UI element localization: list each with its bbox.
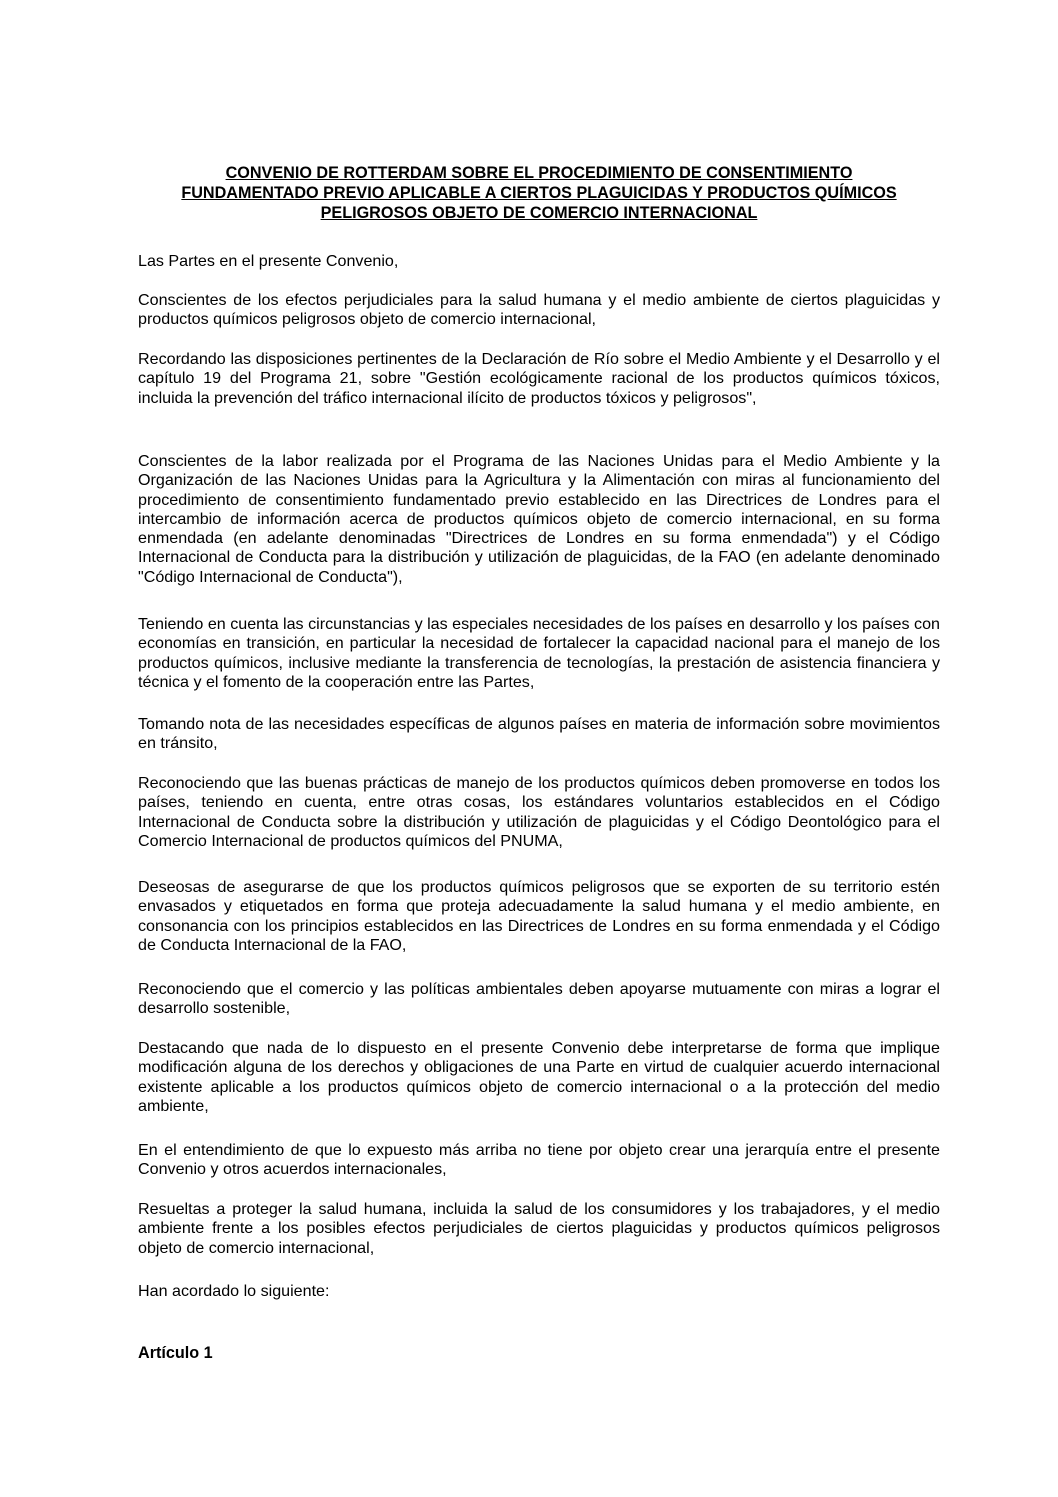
paragraph-conscientes-labor: Conscientes de la labor realizada por el Programa de las Naciones Unidas para el Medio Ambiente y la Organización de las Naciones Unidas para la Agricultura y la Alimentación con miras al funcionamiento del procedimiento de consentimiento fundamentado previo establecido en las Directrices de Londres para el intercambio de información acerca de productos químicos objeto de comercio internacional, en su forma enmendada (en adelante denominadas "Directrices de Londres en su forma enmendada") y el Código Internacional de Conducta para la distribución y utilización de plaguicidas, de la FAO (en adelante denominado "Código Internacional de Conducta"), — [138, 452, 940, 586]
document-title — [138, 163, 940, 223]
paragraph-conscientes-efectos: Conscientes de los efectos perjudiciales para la salud humana y el medio ambiente de ciertos plaguicidas y productos químicos peligrosos objeto de comercio internacional, — [138, 291, 940, 329]
title-line-3: PELIGROSOS OBJETO DE COMERCIO INTERNACIONAL — [320, 204, 758, 222]
paragraph-entendimiento: En el entendimiento de que lo expuesto más arriba no tiene por objeto crear una jerarquía entre el presente Convenio y otros acuerdos internacionales, — [138, 1141, 940, 1179]
paragraph-reconociendo-comercio: Reconociendo que el comercio y las políticas ambientales deben apoyarse mutuamente con miras a lograr el desarrollo sostenible, — [138, 980, 940, 1018]
paragraph-tomando-nota: Tomando nota de las necesidades específicas de algunos países en materia de información sobre movimientos en tránsito, — [138, 715, 940, 753]
paragraph-deseosas: Deseosas de asegurarse de que los productos químicos peligrosos que se exporten de su territorio estén envasados y etiquetados en forma que proteja adecuadamente la salud humana y el medio ambiente, en consonancia con los principios establecidos en las Directrices de Londres en su forma enmendada y el Código de Conducta Internacional de la FAO, — [138, 878, 940, 954]
paragraph-reconociendo-practicas: Reconociendo que las buenas prácticas de manejo de los productos químicos deben promoverse en todos los países, teniendo en cuenta, entre otras cosas, los estándares voluntarios establecidos en el Código Internacional de Conducta sobre la distribución y utilización de plaguicidas y el Código Deontológico para el Comercio Internacional de productos químicos del PNUMA, — [138, 774, 940, 850]
paragraph-han-acordado: Han acordado lo siguiente: — [138, 1282, 330, 1300]
paragraph-recordando: Recordando las disposiciones pertinentes de la Declaración de Río sobre el Medio Ambiente y el Desarrollo y el capítulo 19 del Programa 21, sobre "Gestión ecológicamente racional de los productos químicos tóxicos, incluida la prevención del tráfico internacional ilícito de productos tóxicos y peligrosos", — [138, 350, 940, 407]
paragraph-resueltas: Resueltas a proteger la salud humana, incluida la salud de los consumidores y los trabajadores, y el medio ambiente frente a los posibles efectos perjudiciales de ciertos plaguicidas y productos químicos peligrosos objeto de comercio internacional, — [138, 1200, 940, 1257]
title-line-2: FUNDAMENTADO PREVIO APLICABLE A CIERTOS PLAGUICIDAS Y PRODUCTOS QUÍMICOS — [181, 184, 897, 202]
article-heading: Artículo 1 — [138, 1344, 213, 1362]
paragraph-intro: Las Partes en el presente Convenio, — [138, 252, 399, 270]
paragraph-teniendo-en-cuenta: Teniendo en cuenta las circunstancias y las especiales necesidades de los países en desarrollo y los países con economías en transición, en particular la necesidad de fortalecer la capacidad nacional para el manejo de los productos químicos, inclusive mediante la transferencia de tecnologías, la prestación de asistencia financiera y técnica y el fomento de la cooperación entre las Partes, — [138, 615, 940, 691]
title-line-1: CONVENIO DE ROTTERDAM SOBRE EL PROCEDIMIENTO DE CONSENTIMIENTO — [225, 164, 853, 182]
paragraph-destacando: Destacando que nada de lo dispuesto en el presente Convenio debe interpretarse de forma que implique modificación alguna de los derechos y obligaciones de una Parte en virtud de cualquier acuerdo internacional existente aplicable a los productos químicos objeto de comercio internacional o a la protección del medio ambiente, — [138, 1039, 940, 1115]
